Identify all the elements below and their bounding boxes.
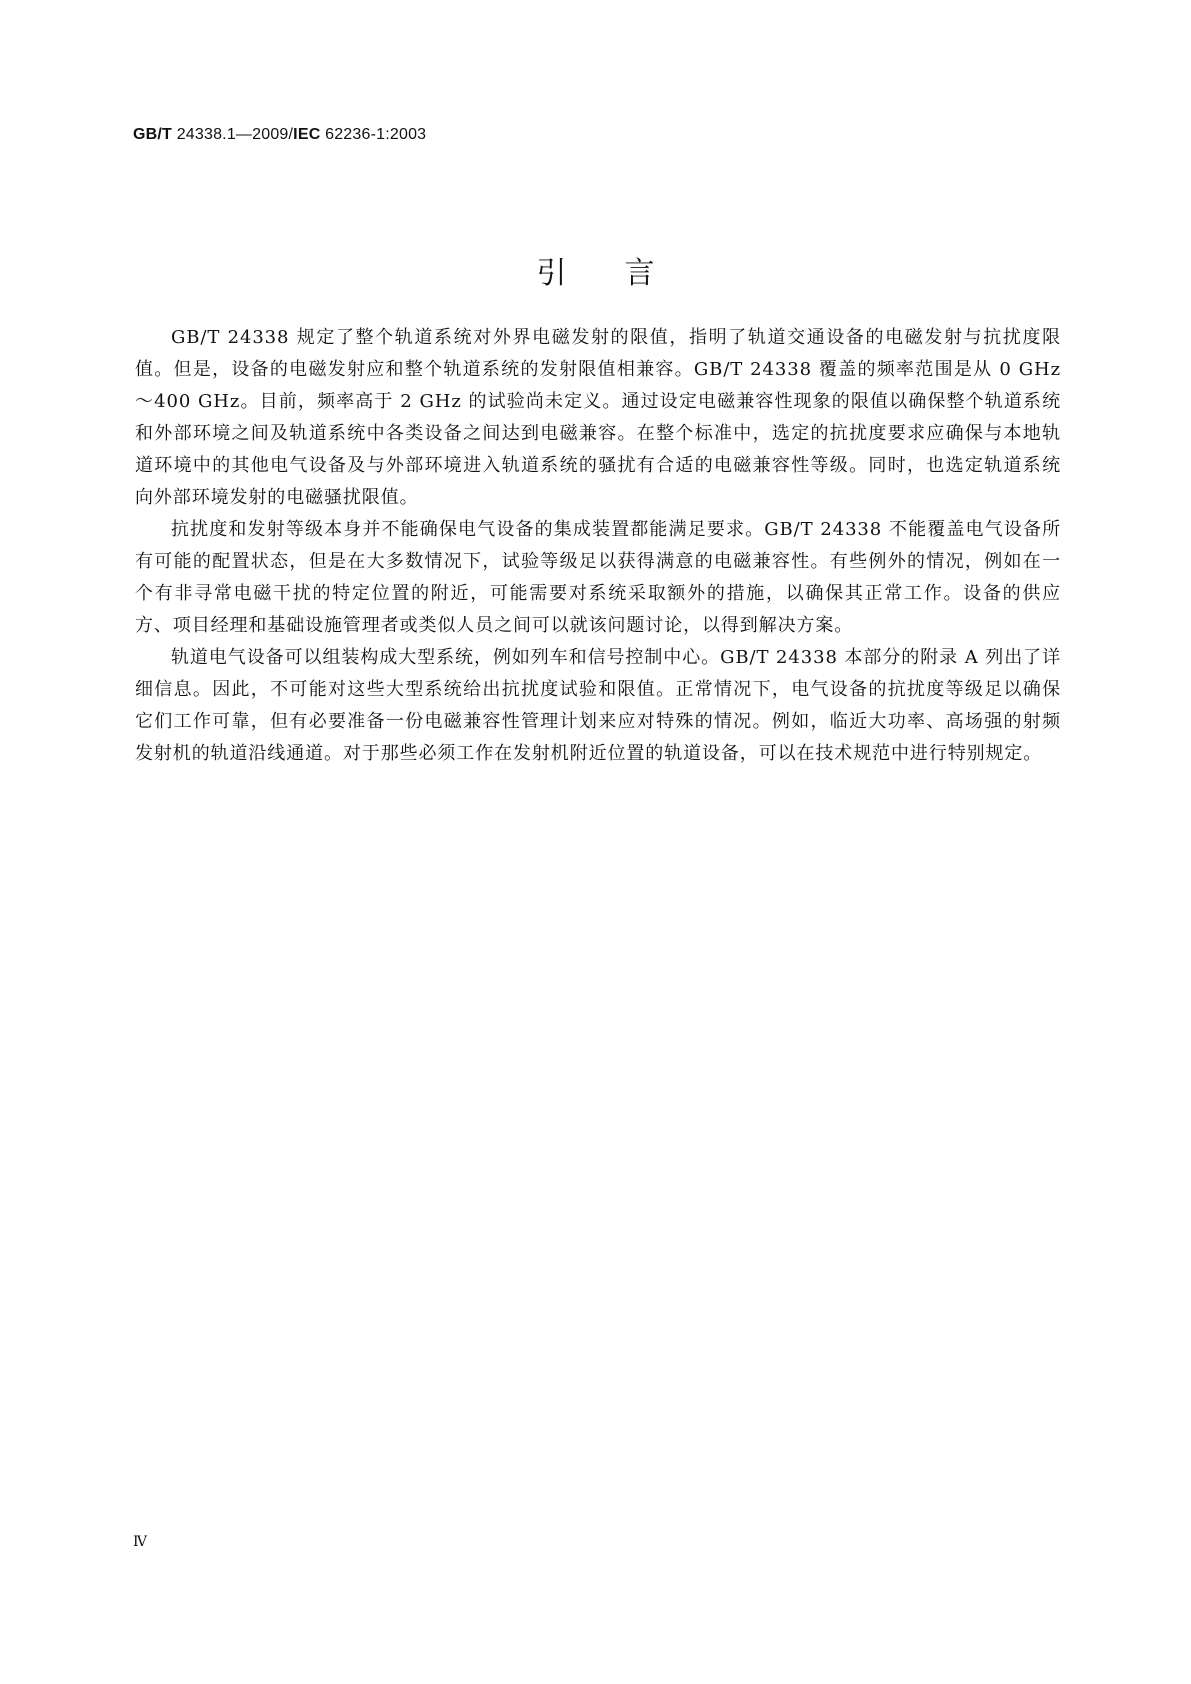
standard-code-prefix: GB/T — [133, 126, 173, 143]
standard-number: 24338.1—2009/ — [176, 126, 294, 143]
paragraph-2: 抗扰度和发射等级本身并不能确保电气设备的集成装置都能满足要求。GB/T 24338 不能覆盖电气设备所有可能的配置状态，但是在大多数情况下，试验等级足以获得满意的电磁兼容性。有些例外的情况，例如在一个有非寻常电磁干扰的特定位置的附近，可能需要对系统采取额外的措施，以确保其正常工作。设备的供应方、项目经理和基础设施管理者或类似人员之间可以就该问题讨论，以得到解决方案。 — [135, 519, 1061, 636]
standard-code-header — [133, 126, 426, 144]
page-number: Ⅳ — [133, 1534, 147, 1550]
paragraph-3: 轨道电气设备可以组装构成大型系统，例如列车和信号控制中心。GB/T 24338 本部分的附录 A 列出了详细信息。因此，不可能对这些大型系统给出抗扰度试验和限值。正常情况下，电气设备的抗扰度等级足以确保它们工作可靠，但有必要准备一份电磁兼容性管理计划来应对特殊的情况。例如，临近大功率、高场强的射频发射机的轨道沿线通道。对于那些必须工作在发射机附近位置的轨道设备，可以在技术规范中进行特别规定。 — [135, 647, 1061, 764]
iec-prefix: IEC — [293, 126, 321, 143]
paragraph-1: GB/T 24338 规定了整个轨道系统对外界电磁发射的限值，指明了轨道交通设备的电磁发射与抗扰度限值。但是，设备的电磁发射应和整个轨道系统的发射限值相兼容。GB/T 24338 覆盖的频率范围是从 0 GHz～400 GHz。目前，频率高于 2 GHz 的试验尚未定义。通过设定电磁兼容性现象的限值以确保整个轨道系统和外部环境之间及轨道系统中各类设备之间达到电磁兼容。在整个标准中，选定的抗扰度要求应确保与本地轨道环境中的其他电气设备及与外部环境进入轨道系统的骚扰有合适的电磁兼容性等级。同时，也选定轨道系统向外部环境发射的电磁骚扰限值。 — [135, 327, 1061, 508]
section-title: 引言 — [536, 256, 713, 292]
iec-number: 62236-1:2003 — [325, 126, 427, 143]
introduction-body — [135, 322, 1061, 770]
